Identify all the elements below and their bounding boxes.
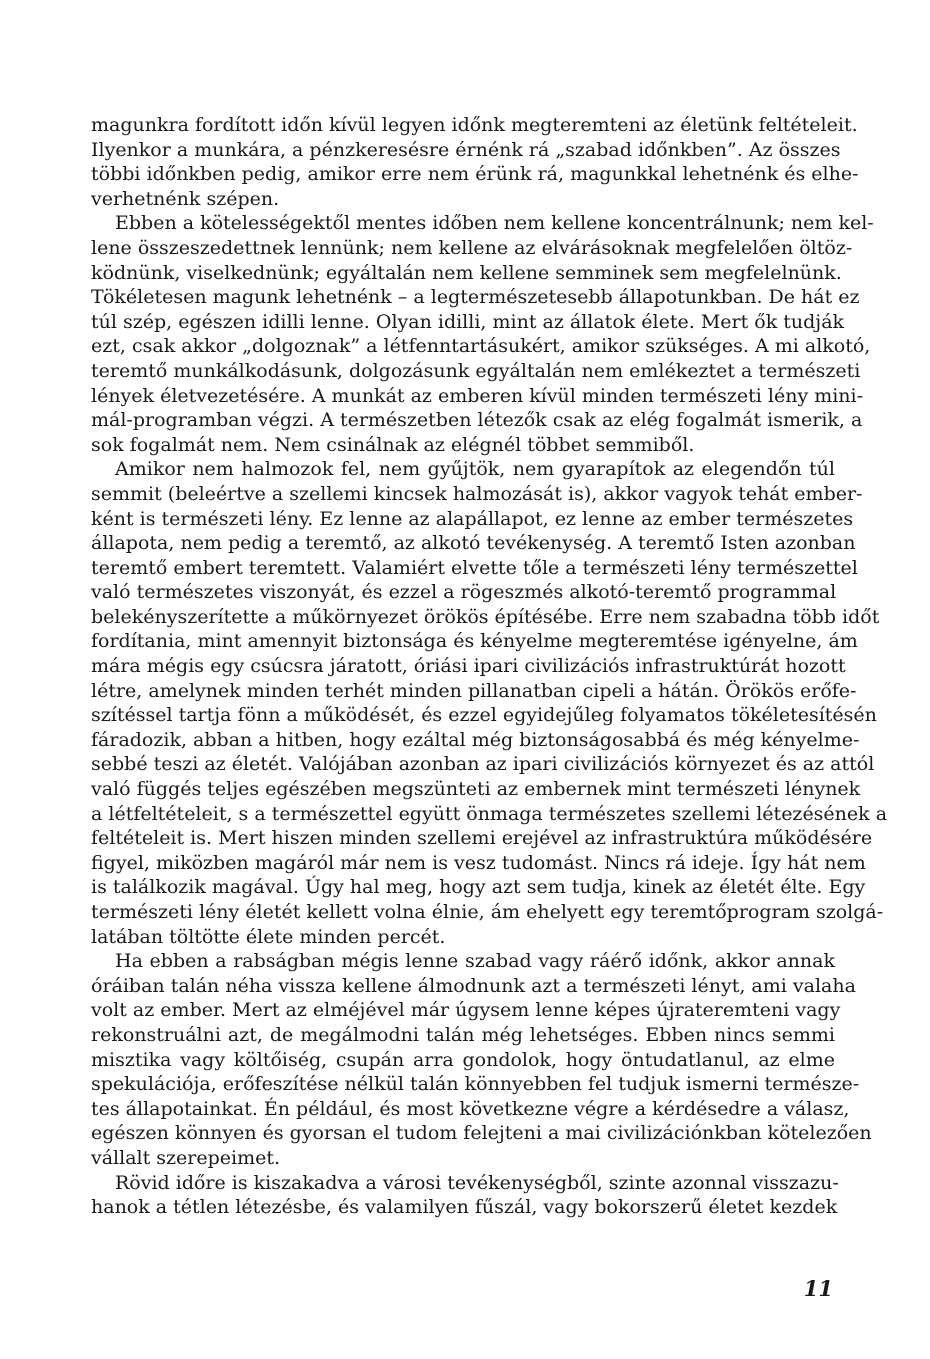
text-line: Ha ebben a rabságban mégis lenne szabad vagy ráérő időnk, akkor annak <box>115 950 835 973</box>
text-line: volt az ember. Mert az elméjével már úgysem lenne képes újrateremteni vagy <box>91 999 841 1022</box>
text-line: mál-programban végzi. A természetben létezők csak az elég fogalmát ismerik, a <box>91 409 863 432</box>
text-line: rekonstruálni azt, de megálmodni talán még lehetséges. Ebben nincs semmi <box>91 1023 835 1046</box>
text-line: ként is természeti lény. Ez lenne az alapállapot, ez lenne az ember természetes <box>91 507 854 530</box>
text-line: Ilyenkor a munkára, a pénzkeresésre érnénk rá „szabad időnkben”. Az összes <box>91 138 841 161</box>
text-line: lények életvezetésére. A munkát az emberen kívül minden természeti lény mini- <box>91 384 864 407</box>
text-line: ködnünk, viselkednünk; egyáltalán nem kellene semminek sem megfelelnünk. <box>91 261 842 284</box>
text-line: Amikor nem halmozok fel, nem gyűjtök, nem gyarapítok az elegendőn túl <box>115 458 835 481</box>
text-line: spekulációja, erőfeszítése nélkül talán könnyebben fel tudjuk ismerni természe- <box>91 1073 860 1096</box>
text-line: fáradozik, abban a hitben, hogy ezáltal még biztonságosabbá és még kényelme- <box>91 728 860 751</box>
text-line: belekényszerítette a műkörnyezet örökös építésébe. Erre nem szabadna több időt <box>91 605 880 628</box>
text-line: létre, amelynek minden terhét minden pillanatban cipeli a hátán. Örökös erőfe- <box>91 679 857 702</box>
text-line: teremtő embert teremtett. Valamiért elvette tőle a természeti lény természettel <box>91 556 858 579</box>
text-line: Tökéletesen magunk lehetnénk – a legtermészetesebb állapotunkban. De hát ez <box>91 286 860 309</box>
text-line: misztika vagy költőiség, csupán arra gondolok, hogy öntudatlanul, az elme <box>91 1048 835 1071</box>
text-line: vállalt szerepeimet. <box>91 1146 281 1169</box>
text-line: feltételeit is. Mert hiszen minden szellemi erejével az infrastruktúra működésére <box>91 827 873 850</box>
text-line: sok fogalmát nem. Nem csinálnak az elégnél többet semmiből. <box>91 433 695 456</box>
text-line: egészen könnyen és gyorsan el tudom felejteni a mai civilizációnkban kötelezően <box>91 1122 872 1145</box>
text-line: semmit (beleértve a szellemi kincsek halmozását is), akkor vagyok tehát ember- <box>91 482 863 505</box>
text-line: való függés teljes egészében megszünteti az embernek mint természeti lénynek <box>91 778 861 801</box>
text-line: magunkra fordított időn kívül legyen időnk megteremteni az életünk feltételeit. <box>91 114 858 136</box>
text-line: tes állapotainkat. Én például, és most következne végre a kérdésedre a válasz, <box>91 1097 850 1120</box>
text-line: lene összeszedettnek lennünk; nem kellene az elvárásoknak megfelelően öltöz- <box>91 236 853 259</box>
text-line: hanok a tétlen létezésbe, és valamilyen fűszál, vagy bokorszerű életet kezdek <box>91 1196 838 1219</box>
text-line: szítéssel tartja fönn a működését, és ezzel egyidejűleg folyamatos tökéletesítésén <box>91 704 877 727</box>
text-line: teremtő munkálkodásunk, dolgozásunk egyáltalán nem emlékeztet a természeti <box>91 359 861 382</box>
text-line: többi időnkben pedig, amikor erre nem érünk rá, magunkkal lehetnénk és elhe- <box>91 163 859 186</box>
text-line: mára mégis egy csúcsra járatott, óriási ipari civilizációs infrastruktúrát hozott <box>91 655 846 678</box>
text-line: is találkozik magával. Úgy hal meg, hogy azt sem tudja, kinek az életét élte. Egy <box>91 876 866 899</box>
text-line: Ebben a kötelességektől mentes időben nem kellene koncentrálnunk; nem kel- <box>115 212 874 235</box>
text-line: való természetes viszonyát, és ezzel a rögeszmés alkotó-teremtő programmal <box>91 581 837 604</box>
text-line: Rövid időre is kiszakadva a városi tevékenységből, szinte azonnal visszazu- <box>115 1171 839 1194</box>
text-line: fordítania, mint amennyit biztonsága és kényelme megteremtése igényelne, ám <box>91 630 858 653</box>
body-text <box>91 113 888 1220</box>
text-line: verhetnénk szépen. <box>91 187 280 210</box>
text-line: óráiban talán néha vissza kellene álmodnunk azt a természeti lényt, ami valaha <box>91 974 856 997</box>
text-line: ezt, csak akkor „dolgoznak” a létfenntartásukért, amikor szükséges. A mi alkotó, <box>91 335 871 358</box>
page-number: 11 <box>803 1276 833 1301</box>
text-line: latában töltötte élete minden percét. <box>91 925 446 948</box>
text-line: természeti lény életét kellett volna élnie, ám ehelyett egy teremtőprogram szolgá- <box>91 901 884 923</box>
text-line: a létfeltételeit, s a természettel együtt önmaga természetes szellemi létezésének a <box>91 802 888 825</box>
text-line: állapota, nem pedig a teremtő, az alkotó tevékenység. A teremtő Isten azonban <box>91 532 856 555</box>
text-line: sebbé teszi az életét. Valójában azonban az ipari civilizációs környezet és az attól <box>91 753 875 776</box>
text-line: figyel, miközben magáról már nem is vesz tudomást. Nincs rá ideje. Így hát nem <box>91 851 866 874</box>
text-line: túl szép, egészen idilli lenne. Olyan idilli, mint az állatok élete. Mert ők tudják <box>91 310 845 333</box>
